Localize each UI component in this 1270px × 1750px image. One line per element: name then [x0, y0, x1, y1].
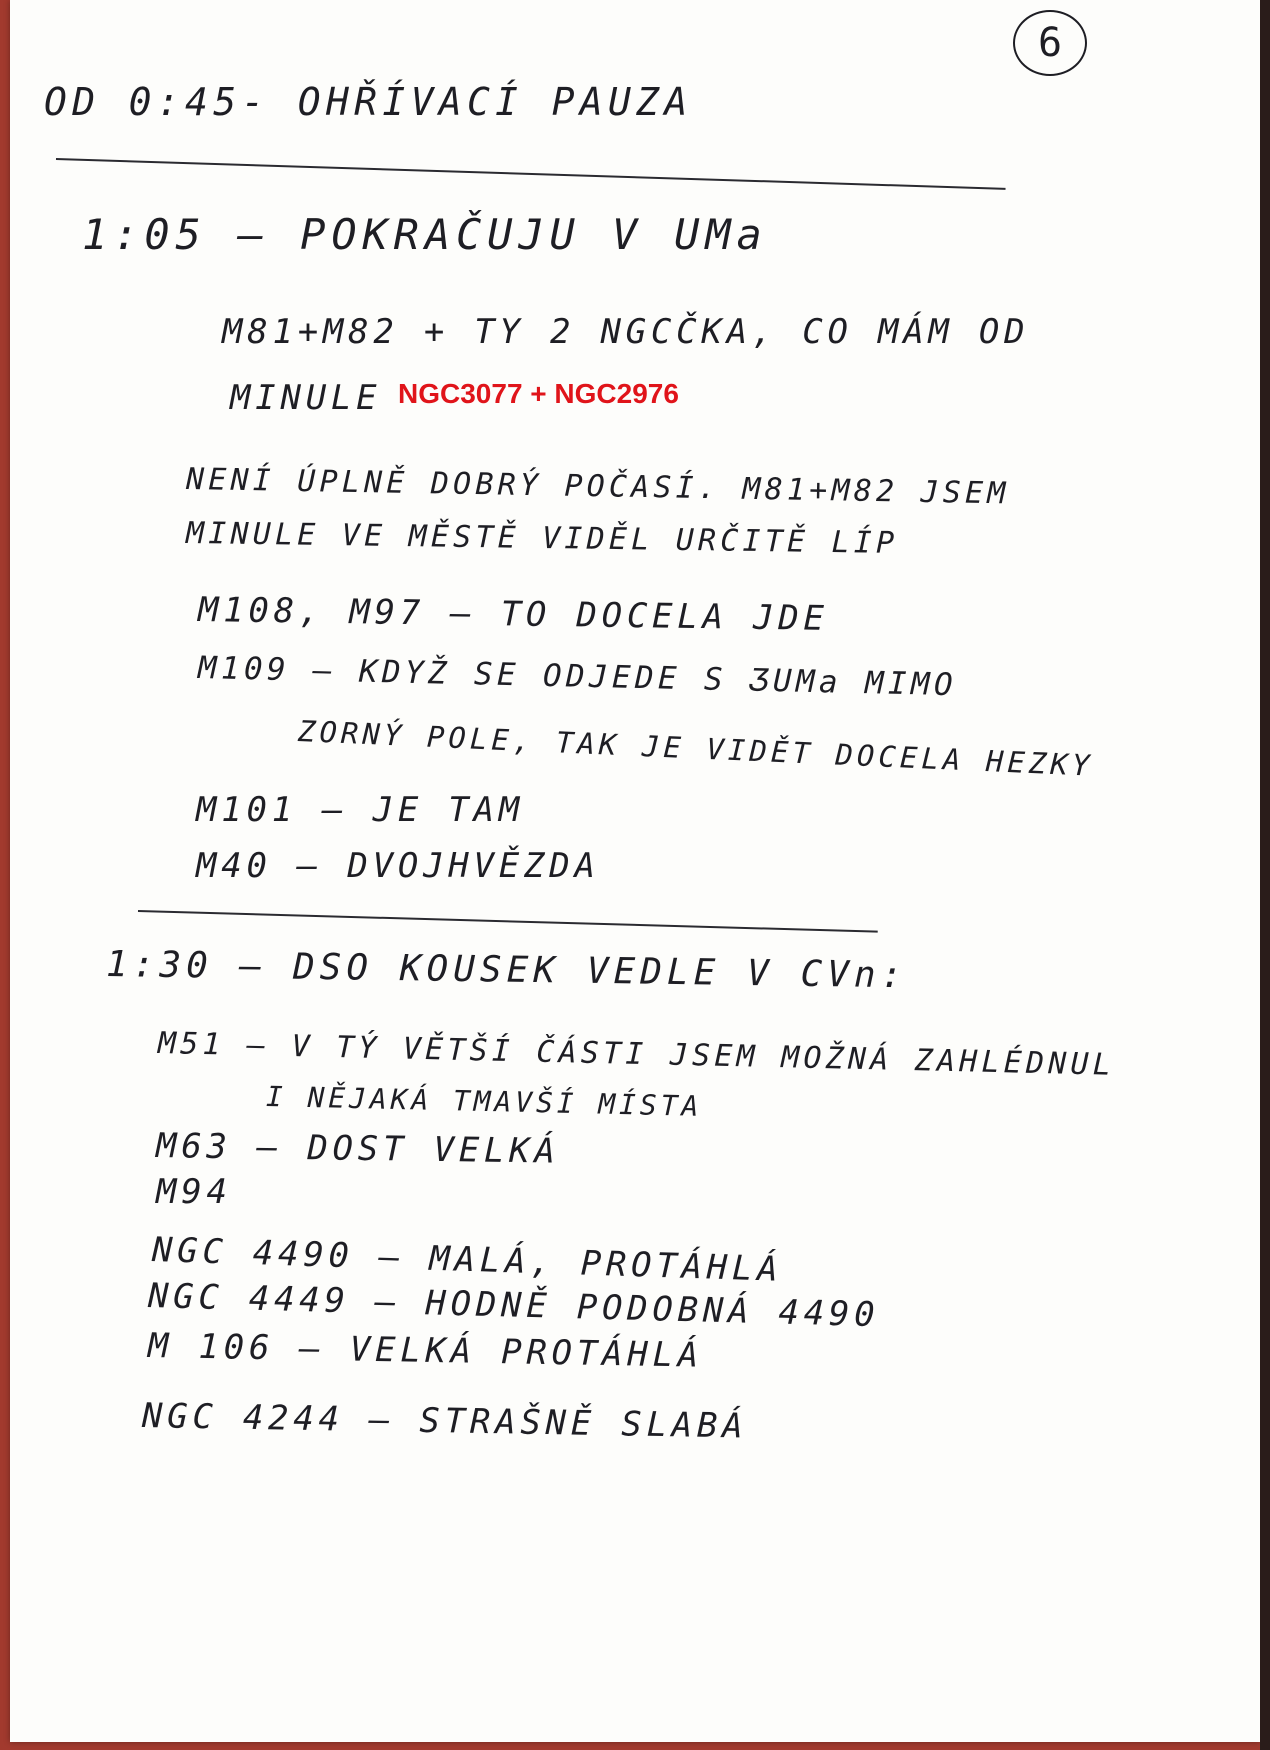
- background-edge: [1260, 0, 1270, 1750]
- notebook-page: [10, 0, 1260, 1742]
- divider-rule-1: [56, 158, 1006, 190]
- entry-ngc4244: NGC 4244 – STRAŠNĚ SLABÁ: [141, 1396, 748, 1447]
- entry-m108-m97: M108, M97 – TO DOCELA JDE: [197, 590, 829, 639]
- entry-minule: MINULE: [230, 378, 382, 418]
- section1-heading: 1:05 – POKRAČUJU V UMa: [82, 210, 768, 259]
- section2-heading: 1:30 – DSO KOUSEK VEDLE V CVn:: [105, 944, 908, 997]
- entry-m81-m82: M81+M82 + TY 2 NGCČKA, CO MÁM OD: [222, 312, 1030, 352]
- entry-m51: M51 – V TÝ VĚTŠÍ ČÁSTI JSEM MOŽNÁ ZAHLÉDNUL: [157, 1026, 1116, 1083]
- entry-m63: M63 – DOST VELKÁ: [155, 1126, 560, 1172]
- divider-rule-2: [138, 910, 878, 933]
- entry-m106: M 106 – VELKÁ PROTÁHLÁ: [147, 1326, 704, 1376]
- entry-m101: M101 – JE TAM: [196, 790, 524, 830]
- entry-mesto: MINULE VE MĚSTĚ VIDĚL URČITĚ LÍP: [185, 516, 899, 561]
- entry-m94: M94: [156, 1172, 232, 1212]
- page-number: [1013, 10, 1087, 76]
- entry-tmavsi-mista: I NĚJAKÁ TMAVŠÍ MÍSTA: [265, 1080, 703, 1123]
- entry-ngc4490: NGC 4490 – MALÁ, PROTÁHLÁ: [151, 1230, 784, 1290]
- entry-ngc4449: NGC 4449 – HODNĚ PODOBNÁ 4490: [147, 1276, 880, 1336]
- entry-pocasi: NENÍ ÚPLNĚ DOBRÝ POČASÍ. M81+M82 JSEM: [185, 462, 1010, 512]
- entry-m40: M40 – DVOJHVĚZDA: [196, 846, 600, 886]
- entry-m109: M109 – KDYŽ SE ODJEDE S ƷUMa MIMO: [197, 650, 958, 704]
- red-annotation: NGC3077 + NGC2976: [398, 378, 679, 409]
- entry-zorny-pole: ZORNÝ POLE, TAK JE VIDĚT DOCELA HEZKY: [297, 714, 1095, 783]
- header-line: OD 0:45- OHŘÍVACÍ PAUZA: [44, 80, 693, 124]
- page-number-text: 6: [1037, 20, 1063, 66]
